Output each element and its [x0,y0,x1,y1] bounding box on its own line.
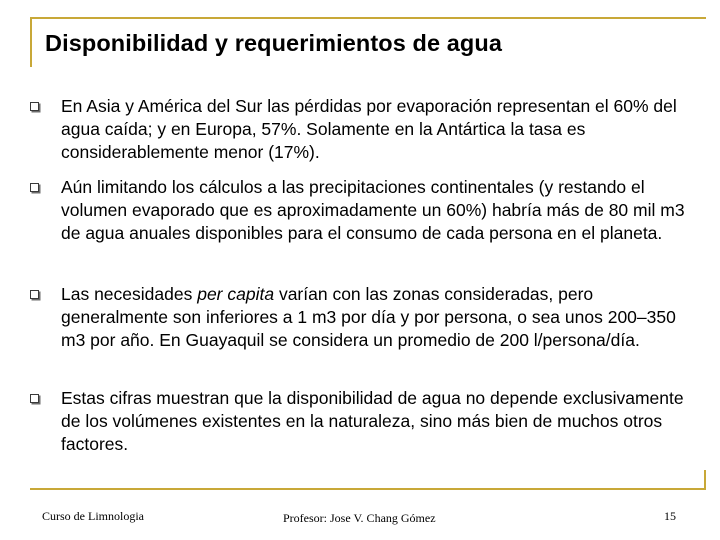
square-bullet-icon [30,290,39,299]
square-bullet-icon [30,102,39,111]
text-run: varían con las zonas consideradas, pero generalmente son inferiores a 1 m3 por día y por persona, o sea unos 200–350 m3 por año. En Guayaquil se considera un promedio de 200 l/persona/día. [61,284,676,350]
italic-run: per capita [197,284,275,304]
text-run: Las necesidades [61,284,198,304]
footer-course: Curso de Limnologia [42,509,144,523]
title-top-rule [30,17,706,19]
bullet-text [61,95,693,163]
text-run: Estas cifras muestran que la disponibilidad de agua no depende exclusivamente de los volúmenes existentes en la naturaleza, sino más bien de muchos otros factores. [61,388,684,454]
footer-rule [30,488,706,490]
text-run: Aún limitando los cálculos a las precipitaciones continentales (y restando el volumen evaporado que es aproximadamente un 60%) habría más de 80 mil m3 de agua anuales disponibles para el consumo de cada persona en el planeta. [61,177,685,243]
text-run: En Asia y América del Sur las pérdidas por evaporación representan el 60% del agua caída; y en Europa, 57%. Solamente en la Antártica la tasa es considerablemente menor (17%). [61,96,677,162]
title-left-rule [30,17,32,67]
footer-right-rule [704,470,706,490]
bullet-text [61,176,693,244]
square-bullet-icon [30,183,39,192]
square-bullet-icon [30,394,39,403]
footer-professor: Profesor: Jose V. Chang Gómez [283,511,436,525]
page-number: 15 [664,509,676,523]
bullet-text [61,387,693,455]
bullet-text [61,283,693,351]
slide-title: Disponibilidad y requerimientos de agua [45,30,503,56]
